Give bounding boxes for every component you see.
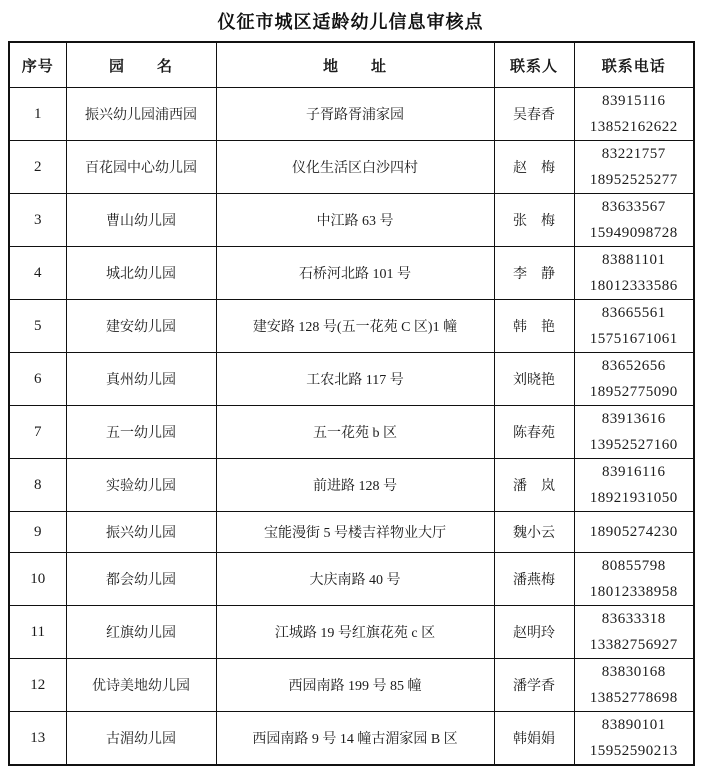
- kindergarten-name: 五一幼儿园: [66, 406, 216, 459]
- kindergarten-name: 优诗美地幼儿园: [66, 659, 216, 712]
- phone-number: 18012333586: [589, 278, 678, 294]
- contact-name: 李 静: [494, 247, 574, 300]
- phone-number: 83913616: [601, 411, 666, 427]
- col-header-address: 地 址: [216, 42, 494, 88]
- phone-numbers: [574, 141, 694, 194]
- address: 前进路 128 号: [216, 459, 494, 512]
- contact-name: 赵明玲: [494, 606, 574, 659]
- phone-number: 83633318: [601, 611, 666, 627]
- kindergarten-name: 曹山幼儿园: [66, 194, 216, 247]
- phone-numbers: [574, 247, 694, 300]
- contact-name: 潘学香: [494, 659, 574, 712]
- table-row: [9, 712, 694, 766]
- kindergarten-name: 振兴幼儿园浦西园: [66, 88, 216, 141]
- table-row: [9, 353, 694, 406]
- col-header-contact: 联系人: [494, 42, 574, 88]
- phone-numbers: [574, 88, 694, 141]
- table-row: [9, 141, 694, 194]
- address: 仪化生活区白沙四村: [216, 141, 494, 194]
- phone-numbers: [574, 512, 694, 553]
- row-no: 10: [9, 553, 66, 606]
- address: 大庆南路 40 号: [216, 553, 494, 606]
- phone-number: 15952590213: [589, 743, 678, 759]
- phone-number: 83881101: [602, 252, 666, 268]
- phone-numbers: [574, 712, 694, 766]
- contact-name: 潘燕梅: [494, 553, 574, 606]
- col-header-phone: 联系电话: [574, 42, 694, 88]
- address: 江城路 19 号红旗花苑 c 区: [216, 606, 494, 659]
- row-no: 12: [9, 659, 66, 712]
- phone-number: 80855798: [601, 558, 666, 574]
- phone-numbers: [574, 459, 694, 512]
- kindergarten-name: 红旗幼儿园: [66, 606, 216, 659]
- address: 五一花苑 b 区: [216, 406, 494, 459]
- phone-numbers: [574, 659, 694, 712]
- row-no: 8: [9, 459, 66, 512]
- address: 中江路 63 号: [216, 194, 494, 247]
- table-row: [9, 512, 694, 553]
- row-no: 5: [9, 300, 66, 353]
- table-row: [9, 88, 694, 141]
- table-header-row: [9, 42, 694, 88]
- phone-number: 18012338958: [589, 584, 678, 600]
- col-header-name: 园 名: [66, 42, 216, 88]
- table-row: [9, 247, 694, 300]
- phone-number: 13952527160: [589, 437, 678, 453]
- phone-number: 83665561: [601, 305, 666, 321]
- contact-name: 张 梅: [494, 194, 574, 247]
- row-no: 13: [9, 712, 66, 766]
- contact-name: 赵 梅: [494, 141, 574, 194]
- phone-number: 83915116: [602, 93, 666, 109]
- address: 子胥路胥浦家园: [216, 88, 494, 141]
- phone-number: 83652656: [601, 358, 666, 374]
- phone-number: 13382756927: [589, 637, 678, 653]
- contact-name: 潘 岚: [494, 459, 574, 512]
- phone-numbers: [574, 353, 694, 406]
- contact-name: 吴春香: [494, 88, 574, 141]
- phone-number: 83830168: [601, 664, 666, 680]
- phone-numbers: [574, 406, 694, 459]
- table-row: [9, 459, 694, 512]
- address: 石桥河北路 101 号: [216, 247, 494, 300]
- phone-numbers: [574, 553, 694, 606]
- kindergarten-name: 城北幼儿园: [66, 247, 216, 300]
- phone-number: 18952525277: [589, 172, 678, 188]
- contact-name: 魏小云: [494, 512, 574, 553]
- kindergarten-name: 建安幼儿园: [66, 300, 216, 353]
- table-row: [9, 553, 694, 606]
- table-row: [9, 300, 694, 353]
- row-no: 7: [9, 406, 66, 459]
- row-no: 3: [9, 194, 66, 247]
- phone-number: 83221757: [601, 146, 666, 162]
- table-row: [9, 194, 694, 247]
- row-no: 2: [9, 141, 66, 194]
- phone-number: 83916116: [602, 464, 666, 480]
- phone-numbers: [574, 606, 694, 659]
- kindergarten-name: 都会幼儿园: [66, 553, 216, 606]
- kindergarten-name: 真州幼儿园: [66, 353, 216, 406]
- phone-number: 83633567: [601, 199, 666, 215]
- phone-number: 18921931050: [589, 490, 678, 506]
- address: 西园南路 9 号 14 幢古湄家园 B 区: [216, 712, 494, 766]
- address: 建安路 128 号(五一花苑 C 区)1 幢: [216, 300, 494, 353]
- phone-number: 18952775090: [589, 384, 678, 400]
- kindergarten-name: 古湄幼儿园: [66, 712, 216, 766]
- row-no: 11: [9, 606, 66, 659]
- row-no: 1: [9, 88, 66, 141]
- contact-name: 韩娟娟: [494, 712, 574, 766]
- address: 西园南路 199 号 85 幢: [216, 659, 494, 712]
- row-no: 6: [9, 353, 66, 406]
- contact-name: 韩 艳: [494, 300, 574, 353]
- table-row: [9, 406, 694, 459]
- phone-number: 13852162622: [589, 119, 678, 135]
- kindergarten-name: 振兴幼儿园: [66, 512, 216, 553]
- phone-numbers: [574, 300, 694, 353]
- contact-name: 刘晓艳: [494, 353, 574, 406]
- phone-numbers: [574, 194, 694, 247]
- col-header-no: 序号: [9, 42, 66, 88]
- phone-number: 18905274230: [589, 524, 678, 540]
- phone-number: 15949098728: [589, 225, 678, 241]
- kindergarten-name: 百花园中心幼儿园: [66, 141, 216, 194]
- phone-number: 15751671061: [589, 331, 678, 347]
- address: 工农北路 117 号: [216, 353, 494, 406]
- phone-number: 83890101: [601, 717, 666, 733]
- row-no: 4: [9, 247, 66, 300]
- kindergarten-name: 实验幼儿园: [66, 459, 216, 512]
- page-title: 仪征市城区适龄幼儿信息审核点: [217, 12, 484, 32]
- verification-points-table: [8, 41, 695, 766]
- phone-number: 13852778698: [589, 690, 678, 706]
- row-no: 9: [9, 512, 66, 553]
- table-row: [9, 659, 694, 712]
- contact-name: 陈春苑: [494, 406, 574, 459]
- address: 宝能漫街 5 号楼吉祥物业大厅: [216, 512, 494, 553]
- table-row: [9, 606, 694, 659]
